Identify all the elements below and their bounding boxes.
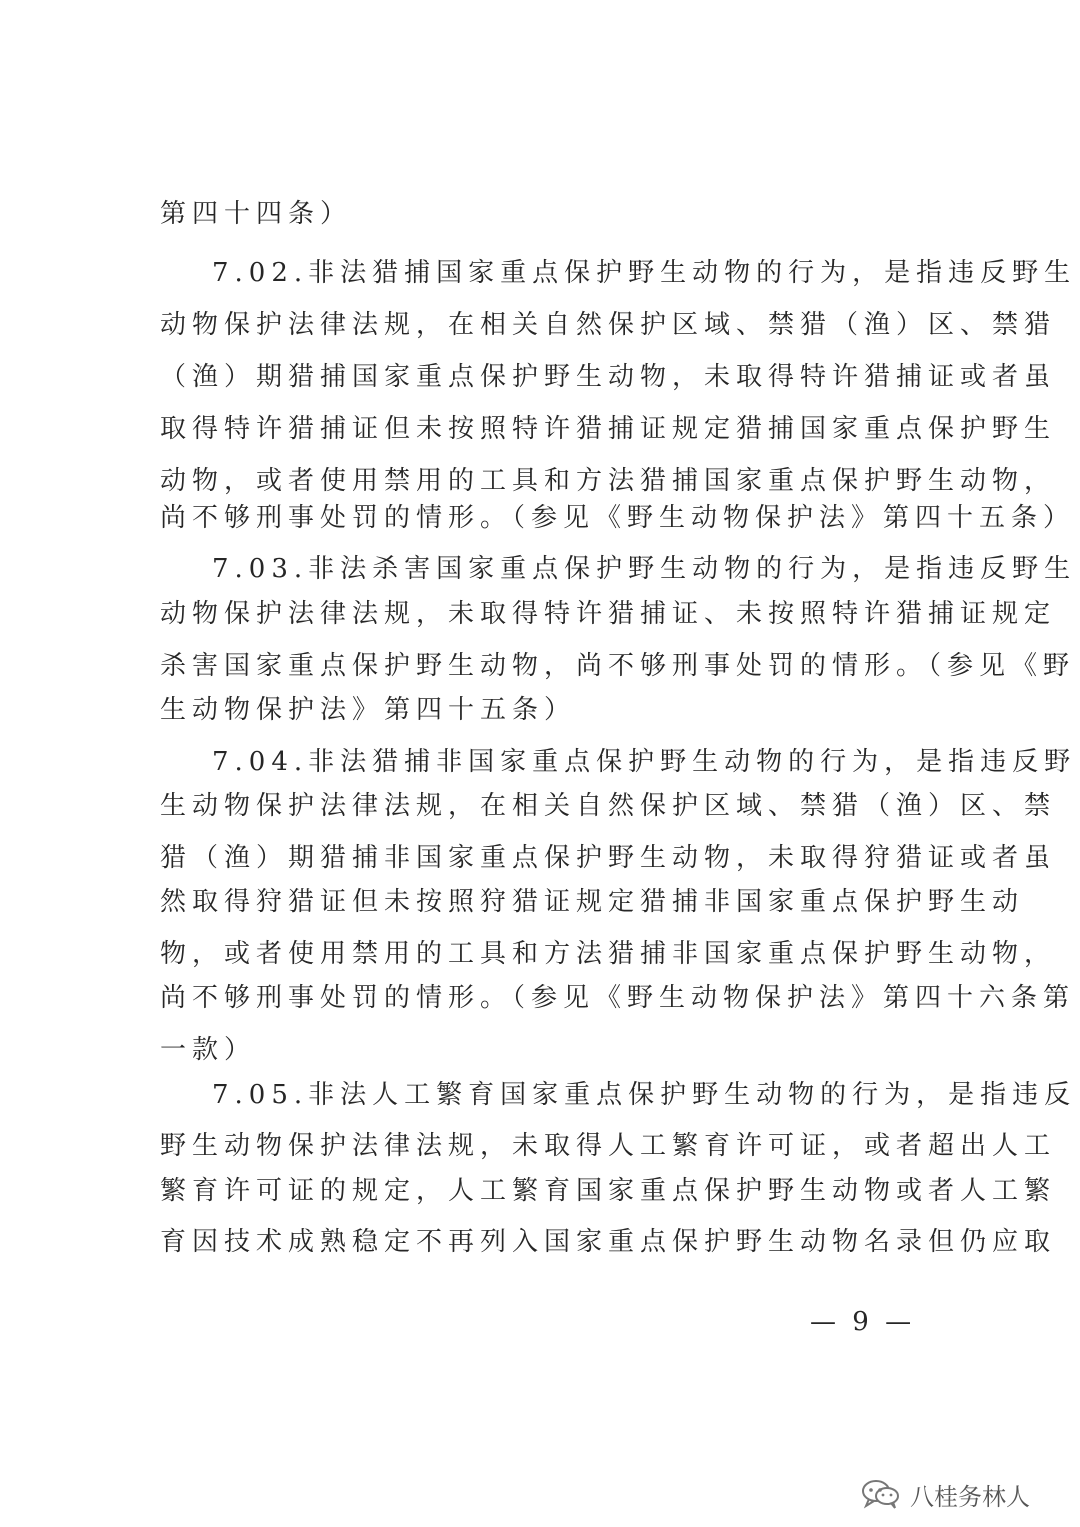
text-line: 一款） [160, 1035, 257, 1065]
paragraph-heading-line: 7.03.非法杀害国家重点保护野生动物的行为，是指违反野生 [212, 554, 1077, 584]
page-number: — 9 — [810, 1307, 916, 1337]
text-line: 第四十四条） [160, 199, 353, 229]
paragraph-heading-line: 7.04.非法猎捕非国家重点保护野生动物的行为，是指违反野 [212, 747, 1077, 777]
text-line: 物，或者使用禁用的工具和方法猎捕非国家重点保护野生动物， [160, 939, 1057, 969]
text-line: 动物，或者使用禁用的工具和方法猎捕国家重点保护野生动物， [160, 466, 1057, 496]
text-line: 育因技术成熟稳定不再列入国家重点保护野生动物名录但仍应取 [160, 1227, 1057, 1257]
text-line: 取得特许猎捕证但未按照特许猎捕证规定猎捕国家重点保护野生 [160, 414, 1057, 444]
text-line: 猎（渔）期猎捕非国家重点保护野生动物，未取得狩猎证或者虽 [160, 843, 1057, 873]
text-line: 繁育许可证的规定，人工繁育国家重点保护野生动物或者人工繁 [160, 1176, 1057, 1206]
text-line: 杀害国家重点保护野生动物，尚不够刑事处罚的情形。（参见《野 [160, 651, 1076, 681]
paragraph-heading-line: 7.02.非法猎捕国家重点保护野生动物的行为，是指违反野生 [212, 258, 1077, 288]
text-line: 然取得狩猎证但未按照狩猎证规定猎捕非国家重点保护野生动 [160, 887, 1025, 917]
text-line: （渔）期猎捕国家重点保护野生动物，未取得特许猎捕证或者虽 [160, 362, 1057, 392]
text-line: 生动物保护法》第四十五条） [160, 695, 577, 725]
text-line: 动物保护法律法规，未取得特许猎捕证、未按照特许猎捕证规定 [160, 599, 1057, 629]
text-line: 尚不够刑事处罚的情形。（参见《野生动物保护法》第四十六条第 [160, 983, 1076, 1013]
watermark-text: 八桂务林人 [910, 1482, 1030, 1511]
text-line: 动物保护法律法规，在相关自然保护区域、禁猎（渔）区、禁猎 [160, 310, 1057, 340]
watermark [860, 1474, 1030, 1514]
text-line: 生动物保护法律法规，在相关自然保护区域、禁猎（渔）区、禁 [160, 791, 1057, 821]
paragraph-heading-line: 7.05.非法人工繁育国家重点保护野生动物的行为，是指违反 [212, 1080, 1077, 1110]
text-line: 野生动物保护法律法规，未取得人工繁育许可证，或者超出人工 [160, 1131, 1057, 1161]
wechat-icon [860, 1477, 902, 1511]
text-line: 尚不够刑事处罚的情形。（参见《野生动物保护法》第四十五条） [160, 503, 1076, 533]
